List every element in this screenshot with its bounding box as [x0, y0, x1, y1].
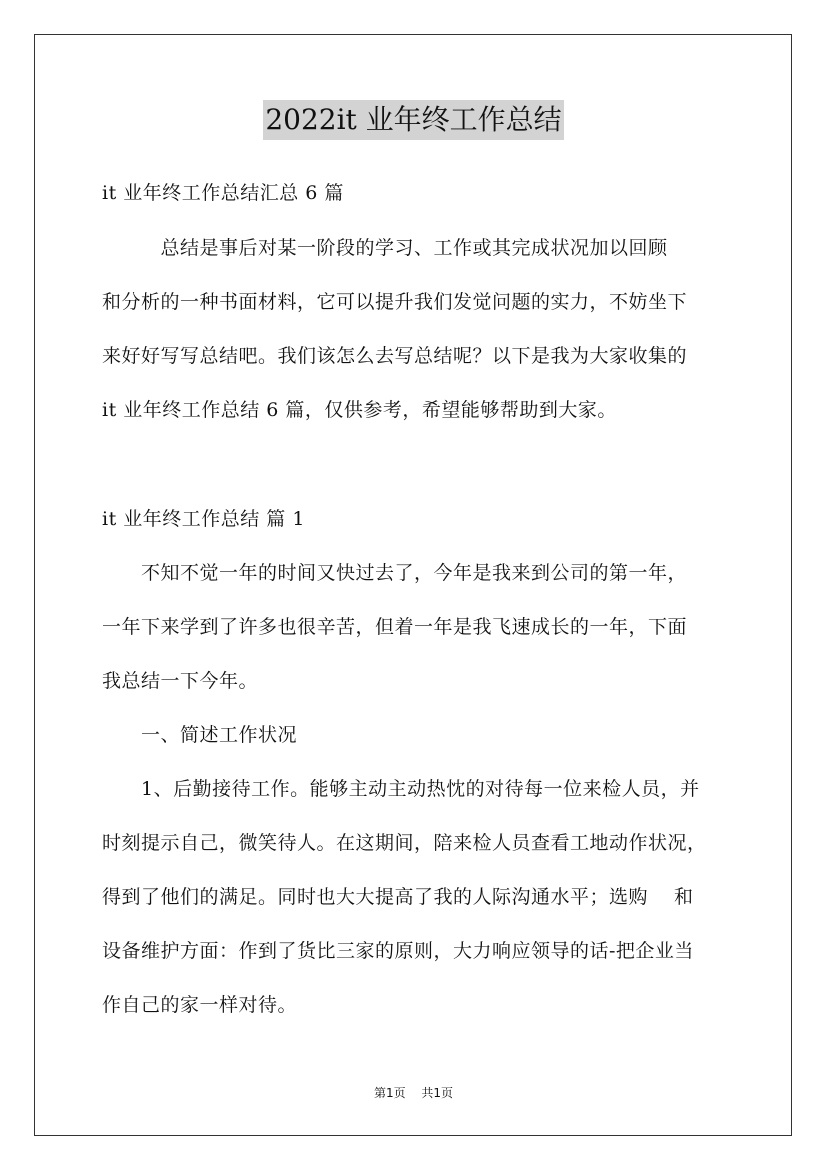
paragraph-line: 来好好写写总结吧。我们该怎么去写总结呢？以下是我为大家收集的 [102, 345, 688, 367]
paragraph-line: 设备维护方面：作到了货比三家的原则，大力响应领导的话-把企业当 [102, 940, 694, 962]
page-total: 共1页 [421, 1086, 454, 1100]
paragraph-line: 1、后勤接待工作。能够主动主动热忱的对待每一位来检人员，并 [102, 778, 700, 800]
paragraph-line: 一年下来学到了许多也很辛苦，但着一年是我飞速成长的一年，下面 [102, 616, 688, 638]
document-title: 2022it 业年终工作总结 [263, 100, 563, 140]
paragraph-line: 时刻提示自己，微笑待人。在这期间，陪来检人员查看工地动作状况， [102, 832, 707, 854]
paragraph-line: 作自己的家一样对待。 [102, 994, 298, 1016]
paragraph-line: 和分析的一种书面材料，它可以提升我们发觉问题的实力，不妨坐下 [102, 291, 688, 313]
page-footer [0, 1084, 827, 1101]
paragraph-line: it 业年终工作总结 6 篇，仅供参考，希望能够帮助到大家。 [102, 399, 617, 421]
paragraph-line: 不知不觉一年的时间又快过去了，今年是我来到公司的第一年， [102, 562, 688, 584]
paragraph-line: 得到了他们的满足。同时也大大提高了我的人际沟通水平；选购 和 [102, 886, 694, 908]
subsection-heading: 一、简述工作状况 [102, 724, 298, 746]
section-heading: it 业年终工作总结 篇 1 [102, 508, 305, 530]
title-container [0, 100, 827, 140]
subtitle-line: it 业年终工作总结汇总 6 篇 [102, 182, 344, 204]
page-number: 第1页 [373, 1086, 406, 1100]
paragraph-line: 我总结一下今年。 [102, 670, 259, 692]
paragraph-line: 总结是事后对某一阶段的学习、工作或其完成状况加以回顾 [102, 237, 668, 259]
